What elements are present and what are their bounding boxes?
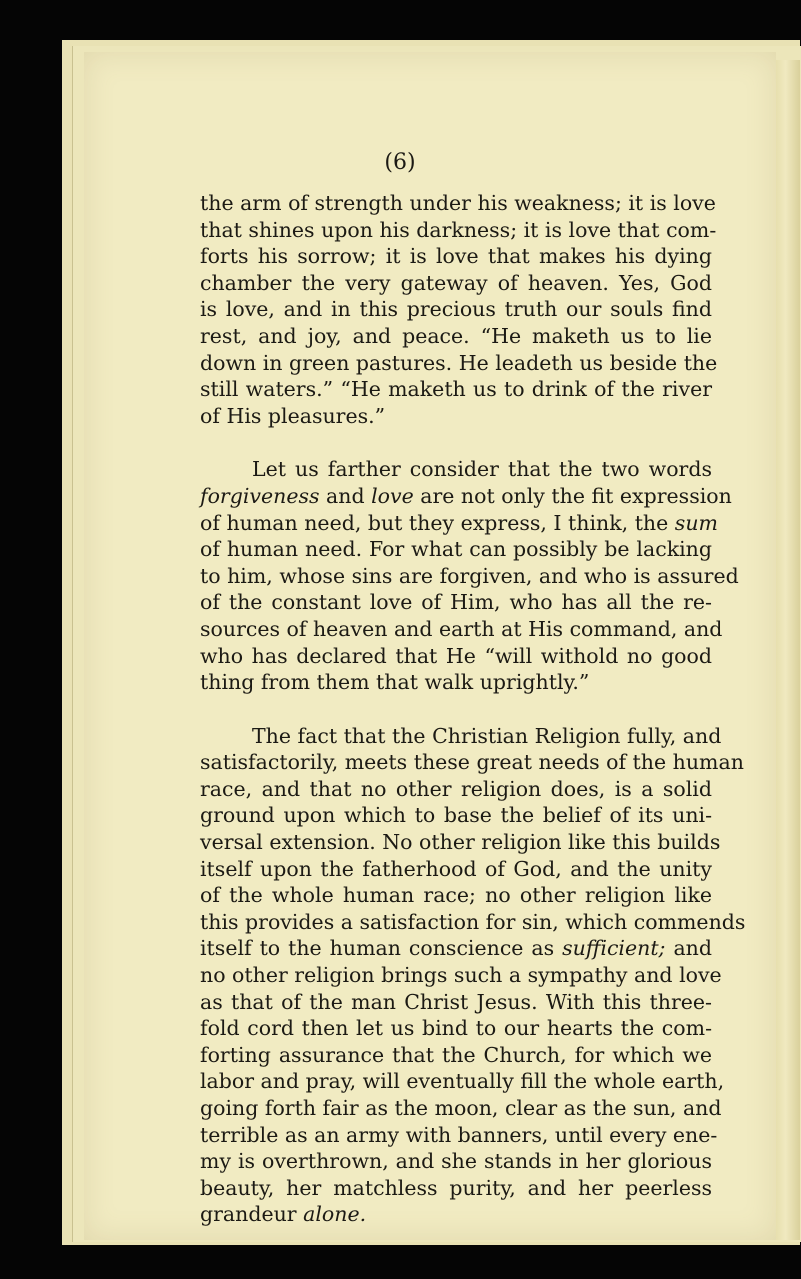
text-run: labor and pray, will eventually fill the whole earth, bbox=[200, 1069, 725, 1094]
text-run: of His pleasures.” bbox=[200, 403, 386, 428]
text-line bbox=[200, 403, 712, 430]
text-run: versal extension. No other religion like this builds bbox=[200, 830, 721, 855]
text-line bbox=[200, 270, 712, 297]
text-run: and bbox=[319, 483, 372, 508]
text-line bbox=[200, 802, 712, 829]
text-run: thing from them that walk uprightly.” bbox=[200, 670, 590, 695]
text-run: ground upon which to base the belief of its uni- bbox=[200, 803, 712, 828]
text-line bbox=[200, 376, 712, 403]
text-run: chamber the very gateway of heaven. Yes, God bbox=[200, 270, 712, 295]
text-line bbox=[200, 669, 712, 696]
text-line bbox=[200, 989, 712, 1016]
text-run: fold cord then let us bind to our hearts the com- bbox=[200, 1016, 712, 1041]
text-run: is love, and in this precious truth our souls find bbox=[200, 297, 712, 322]
text-line bbox=[200, 296, 712, 323]
text-line bbox=[200, 1175, 712, 1202]
text-run: of human need, but they express, I think, the bbox=[200, 510, 675, 535]
text-run: forting assurance that the Church, for which we bbox=[200, 1042, 712, 1067]
text-run: are not only the fit expression bbox=[413, 483, 732, 508]
text-line bbox=[200, 456, 712, 483]
text-run: itself upon the fatherhood of God, and the unity bbox=[200, 856, 712, 881]
text-line bbox=[200, 776, 712, 803]
text-line bbox=[200, 1015, 712, 1042]
text-line bbox=[200, 935, 712, 962]
text-line bbox=[200, 749, 744, 776]
text-run: Let us farther consider that the two words bbox=[252, 457, 712, 482]
italic-text: love bbox=[371, 483, 414, 508]
text-line bbox=[200, 563, 739, 590]
text-run: this provides a satisfaction for sin, which commends bbox=[200, 909, 746, 934]
text-run: beauty, her matchless purity, and her peerless bbox=[200, 1175, 712, 1200]
italic-text: alone. bbox=[303, 1202, 367, 1227]
page-number: (6) bbox=[384, 150, 416, 175]
text-run: of the whole human race; no other religion like bbox=[200, 883, 712, 908]
text-line bbox=[200, 190, 716, 217]
text-run: of human need. For what can possibly be lacking bbox=[200, 537, 712, 562]
paragraph bbox=[200, 456, 739, 695]
text-line bbox=[200, 856, 712, 883]
text-run: who has declared that He “will withold no good bbox=[200, 643, 712, 668]
body-text bbox=[200, 190, 746, 1228]
text-line bbox=[200, 483, 732, 510]
text-line bbox=[200, 829, 721, 856]
text-run: going forth fair as the moon, clear as the sun, and bbox=[200, 1096, 722, 1120]
text-line bbox=[200, 217, 717, 244]
text-run: that shines upon his darkness; it is love that com- bbox=[200, 217, 717, 242]
text-run: of the constant love of Him, who has all the re- bbox=[200, 590, 712, 615]
text-line bbox=[200, 723, 722, 750]
text-line bbox=[200, 1068, 725, 1095]
text-run: rest, and joy, and peace. “He maketh us to lie bbox=[200, 323, 712, 348]
text-line bbox=[200, 350, 718, 377]
text-run: satisfactorily, meets these great needs of the human bbox=[200, 750, 744, 775]
italic-text: sum bbox=[674, 510, 718, 535]
italic-text: forgiveness bbox=[200, 483, 320, 508]
text-line bbox=[200, 323, 712, 350]
italic-text: sufficient; bbox=[562, 936, 666, 961]
text-run: to him, whose sins are forgiven, and who is assured bbox=[200, 563, 739, 588]
text-run: sources of heaven and earth at His command, and bbox=[200, 616, 723, 641]
text-line bbox=[200, 882, 712, 909]
text-run: as that of the man Christ Jesus. With this three- bbox=[200, 989, 712, 1014]
text-run: race, and that no other religion does, is a solid bbox=[200, 776, 712, 801]
text-line bbox=[200, 1042, 712, 1069]
text-line bbox=[200, 1122, 718, 1149]
text-line bbox=[200, 643, 712, 670]
text-run: The fact that the Christian Religion fully, and bbox=[252, 723, 722, 748]
text-run: my is overthrown, and she stands in her glorious bbox=[200, 1149, 712, 1174]
text-run: terrible as an army with banners, until every ene- bbox=[200, 1122, 718, 1147]
text-run: itself to the human conscience as bbox=[200, 936, 563, 961]
text-line bbox=[200, 616, 723, 643]
text-line bbox=[200, 962, 722, 989]
text-line bbox=[200, 909, 746, 936]
page-right-edge bbox=[776, 60, 800, 1240]
text-run: and bbox=[665, 936, 712, 961]
text-line bbox=[200, 510, 718, 537]
text-line bbox=[200, 1201, 712, 1228]
paragraph bbox=[200, 723, 746, 1228]
text-line bbox=[200, 1095, 722, 1122]
text-run: down in green pastures. He leadeth us beside the bbox=[200, 350, 718, 375]
text-line bbox=[200, 243, 712, 270]
text-line bbox=[200, 1148, 712, 1175]
text-run: no other religion brings such a sympathy and love bbox=[200, 963, 722, 988]
text-line bbox=[200, 589, 712, 616]
text-run: grandeur bbox=[200, 1202, 304, 1227]
text-run: still waters.” “He maketh us to drink of the river bbox=[200, 377, 712, 402]
text-run: forts his sorrow; it is love that makes his dying bbox=[200, 244, 712, 269]
paragraph bbox=[200, 190, 718, 429]
text-line bbox=[200, 536, 712, 563]
text-run: the arm of strength under his weakness; it is love bbox=[200, 191, 716, 215]
